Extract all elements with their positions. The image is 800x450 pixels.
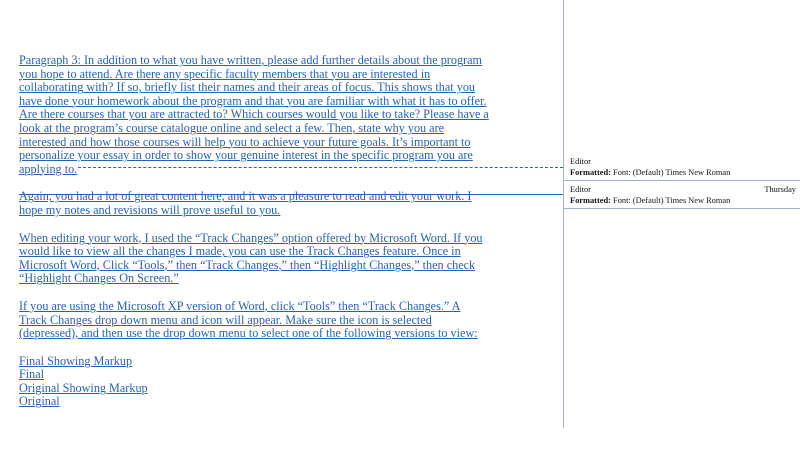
list-item: Original Showing Markup — [19, 380, 148, 395]
comment-author: Editor — [570, 185, 591, 194]
comment-separator — [564, 180, 800, 181]
comment-day: Thursday — [764, 185, 796, 194]
list-item: Original — [19, 394, 60, 409]
comment-connector-2 — [19, 194, 563, 195]
inserted-word-click: Click — [102, 257, 130, 272]
comment-balloon-2[interactable] — [570, 184, 800, 206]
paragraph-track-changes-2: If you are using the Microsoft XP version of Word, click “Tools” then “Track Changes.” A Track Changes drop down menu and icon will appear. Make sure the icon is selected (depressed), and then use the drop down menu to select one of the following versions to view: — [19, 298, 478, 341]
comment-balloon-1[interactable] — [570, 156, 800, 178]
comment-author: Editor — [570, 157, 591, 166]
markup-margin-divider — [563, 0, 564, 428]
comment-separator — [564, 208, 800, 209]
document-body — [19, 54, 489, 409]
paragraph-closing: Again, you had a lot of great content here, and it was a pleasure to read and edit your work. I hope my notes and revisions will prove useful to you. — [19, 189, 472, 217]
list-item: Final — [19, 367, 45, 382]
comment-text: Formatted: Font: (Default) Times New Roman — [570, 168, 731, 177]
paragraph-3: Paragraph 3: In addition to what you have written, please add further details about the program you hope to attend. Are there any specific faculty members that you are interested in collaborating with? If so, briefly list their names and their areas of focus. This shows that you have done your homework about the program and that you are familiar with what it has to offer. Are there courses that you are attracted to? Which courses would you like to take? Please have a look at the program’s course catalogue online and select a few. Then, state why you are interested and how those courses will help you to achieve your future goals. It’s important to personalize your essay in order to show your genuine interest in the specific program you are applying to. — [19, 53, 489, 176]
comment-text: Formatted: Font: (Default) Times New Roman — [570, 196, 731, 205]
inserted-word-drop-down: drop down — [163, 326, 216, 341]
comment-connector-1 — [78, 167, 563, 168]
list-item: Final Showing Markup — [19, 353, 133, 368]
version-list — [19, 355, 489, 409]
paragraph-track-changes-1: When editing your work, I used the “Track Changes” option offered by Microsoft Word. If you would like to view all the changes I made, you can use the Track Changes feature. Once in Microsoft Word, Click “Tools,” then “Track Changes,” then “Highlight Changes,” then check “Highlight Changes On Screen.” — [19, 230, 483, 286]
